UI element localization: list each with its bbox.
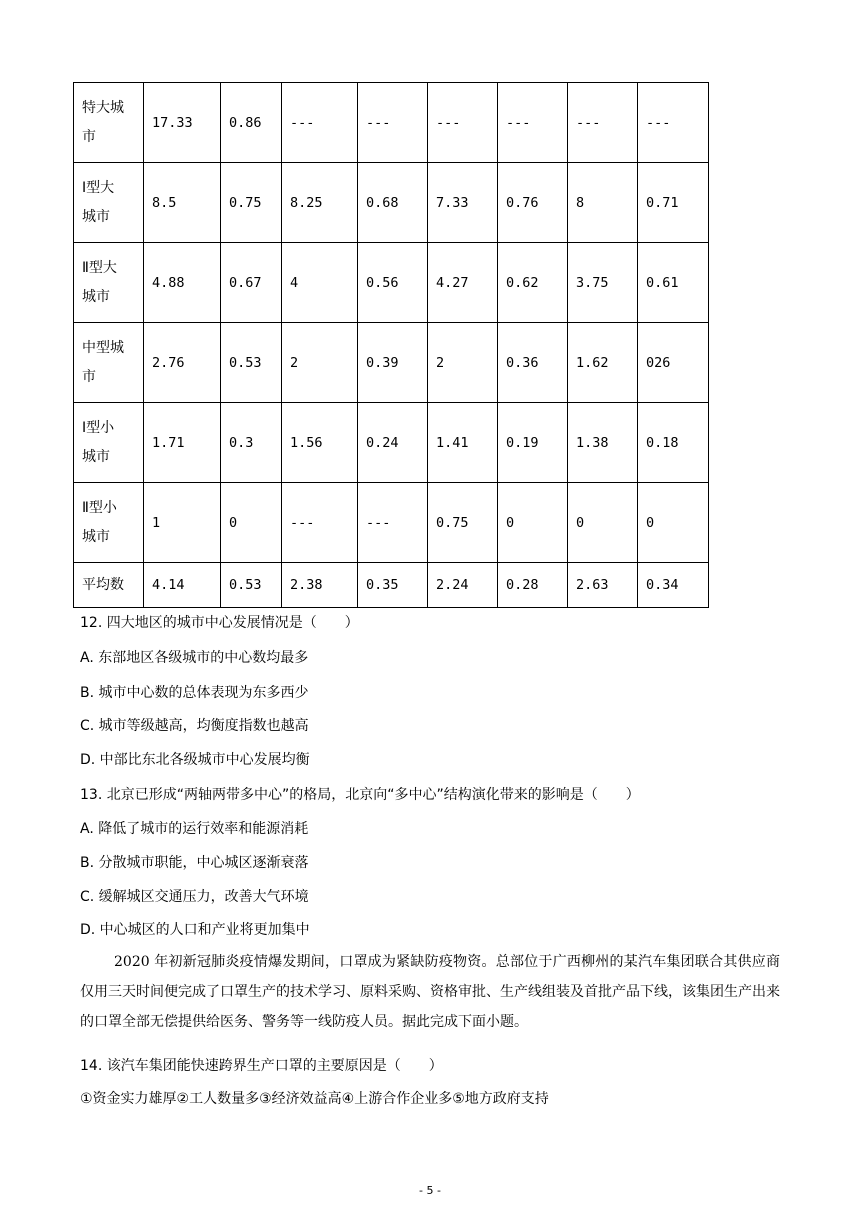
page-number: - 5 -: [419, 1184, 441, 1197]
passage: [80, 947, 780, 1037]
row-label-line: Ⅰ型小: [82, 419, 115, 436]
row-label: [74, 323, 144, 403]
table-cell: 0.71: [638, 163, 709, 243]
table-cell: 1: [144, 483, 221, 563]
row-label: [74, 163, 144, 243]
table-cell: 1.41: [428, 403, 498, 483]
table-cell: 2: [428, 323, 498, 403]
table-cell: 8: [568, 163, 638, 243]
q13-option-a: A. 降低了城市的运行效率和能源消耗: [80, 821, 309, 837]
passage-text: 2020 年初新冠肺炎疫情爆发期间，口罩成为紧缺防疫物资。总部位于广西柳州的某汽车集团联合其供应商仅用三天时间便完成了口罩生产的技术学习、原料采购、资格审批、生产线组装及首批产品下线，该集团生产出来的口罩全部无偿提供给医务、警务等一线防疫人员。据此完成下面小题。: [80, 954, 780, 1030]
table-cell: 3.75: [568, 243, 638, 323]
table-cell: 0.68: [358, 163, 428, 243]
table-cell: ---: [568, 83, 638, 163]
table-cell: ---: [498, 83, 568, 163]
q13-option-d: D. 中心城区的人口和产业将更加集中: [80, 922, 310, 938]
table-cell: 0.67: [221, 243, 282, 323]
table-cell: 0.36: [498, 323, 568, 403]
table-cell: ---: [282, 83, 358, 163]
table-cell: ---: [358, 483, 428, 563]
table-cell: 4.88: [144, 243, 221, 323]
row-label-line: 城市: [82, 448, 110, 465]
table-cell: 0.56: [358, 243, 428, 323]
table-cell: 0.53: [221, 563, 282, 608]
row-label-line: 市: [82, 368, 96, 385]
table-cell: 4.14: [144, 563, 221, 608]
row-label-line: Ⅱ型小: [82, 499, 117, 516]
table-row: [74, 403, 709, 483]
row-label-line: 城市: [82, 288, 110, 305]
q14-stem: 14. 该汽车集团能快速跨界生产口罩的主要原因是（ ）: [80, 1058, 443, 1074]
table-cell: 7.33: [428, 163, 498, 243]
table-cell: 1.71: [144, 403, 221, 483]
row-label-line: 中型城: [82, 339, 124, 356]
table-cell: 2: [282, 323, 358, 403]
table-row: [74, 83, 709, 163]
table-cell: 0: [638, 483, 709, 563]
table-cell: 0.61: [638, 243, 709, 323]
table-cell: 17.33: [144, 83, 221, 163]
row-label-line: 特大城: [82, 99, 124, 116]
table-cell: 2.38: [282, 563, 358, 608]
table-cell: 4: [282, 243, 358, 323]
row-label: [74, 483, 144, 563]
q14-choices: ①资金实力雄厚②工人数量多③经济效益高④上游合作企业多⑤地方政府支持: [80, 1091, 549, 1107]
table-cell: 1.62: [568, 323, 638, 403]
row-label: [74, 83, 144, 163]
table-cell: 0: [498, 483, 568, 563]
table-cell: 8.25: [282, 163, 358, 243]
table-cell: 2.63: [568, 563, 638, 608]
table-cell: 0.3: [221, 403, 282, 483]
row-label-line: 市: [82, 128, 96, 145]
table-cell: ---: [358, 83, 428, 163]
table-cell: 0.75: [428, 483, 498, 563]
table-cell: 026: [638, 323, 709, 403]
row-label-line: 平均数: [82, 576, 124, 593]
row-label: [74, 563, 144, 608]
table-row: [74, 483, 709, 563]
table-row: [74, 163, 709, 243]
table-cell: 8.5: [144, 163, 221, 243]
q12-stem: 12. 四大地区的城市中心发展情况是（ ）: [80, 615, 359, 631]
row-label-line: 城市: [82, 208, 110, 225]
row-label-line: Ⅱ型大: [82, 259, 117, 276]
table-cell: 0.53: [221, 323, 282, 403]
row-label: [74, 403, 144, 483]
table-cell: 0.39: [358, 323, 428, 403]
table-cell: 0.19: [498, 403, 568, 483]
table-cell: 0.86: [221, 83, 282, 163]
table-cell: 0.62: [498, 243, 568, 323]
q12-option-b: B. 城市中心数的总体表现为东多西少: [80, 685, 309, 701]
table-row: [74, 323, 709, 403]
table-cell: ---: [282, 483, 358, 563]
table-cell: 1.56: [282, 403, 358, 483]
table-cell: 2.24: [428, 563, 498, 608]
table-row: [74, 243, 709, 323]
row-label: [74, 243, 144, 323]
table-cell: ---: [428, 83, 498, 163]
table-row: [74, 563, 709, 608]
table-cell: 0.24: [358, 403, 428, 483]
table-cell: 0.28: [498, 563, 568, 608]
table-cell: 0: [221, 483, 282, 563]
table-cell: 2.76: [144, 323, 221, 403]
table-cell: 1.38: [568, 403, 638, 483]
row-label-line: 城市: [82, 528, 110, 545]
q12-option-a: A. 东部地区各级城市的中心数均最多: [80, 650, 309, 666]
q13-option-b: B. 分散城市职能，中心城区逐渐衰落: [80, 855, 309, 871]
table-cell: 4.27: [428, 243, 498, 323]
table-cell: 0.35: [358, 563, 428, 608]
data-table: [73, 82, 709, 608]
table-cell: 0.75: [221, 163, 282, 243]
table-cell: 0.34: [638, 563, 709, 608]
q13-option-c: C. 缓解城区交通压力，改善大气环境: [80, 889, 309, 905]
table-cell: 0.76: [498, 163, 568, 243]
table-cell: 0.18: [638, 403, 709, 483]
q12-option-c: C. 城市等级越高，均衡度指数也越高: [80, 718, 309, 734]
table-cell: ---: [638, 83, 709, 163]
q12-option-d: D. 中部比东北各级城市中心发展均衡: [80, 752, 310, 768]
q13-stem: 13. 北京已形成“两轴两带多中心”的格局，北京向“多中心”结构演化带来的影响是（ ）: [80, 787, 640, 803]
row-label-line: Ⅰ型大: [82, 179, 115, 196]
table-cell: 0: [568, 483, 638, 563]
